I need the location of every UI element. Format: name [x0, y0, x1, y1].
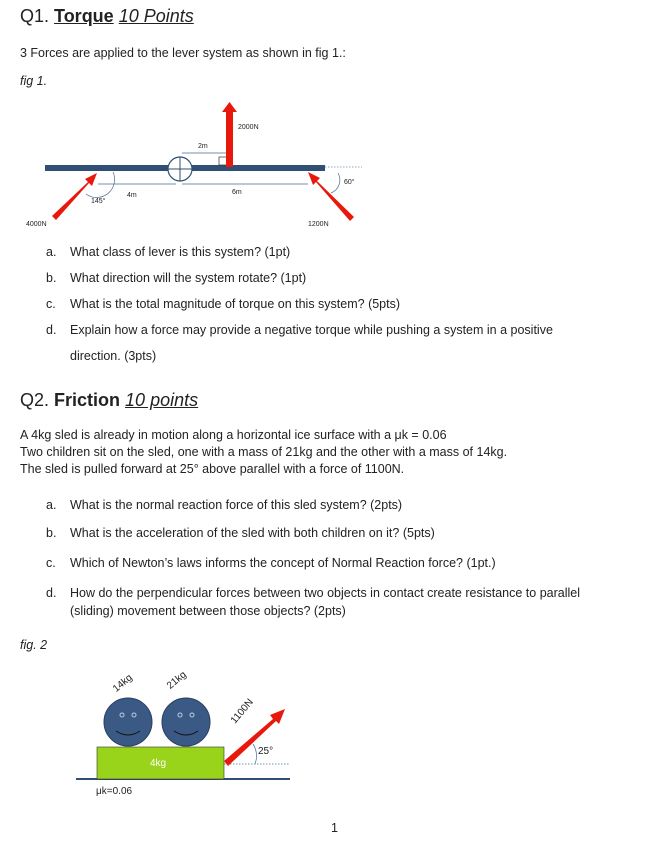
q2-number: Q2. — [20, 390, 50, 410]
q1b-text: What direction will the system rotate? (1pt) — [70, 271, 307, 285]
label-2m: 2m — [198, 143, 208, 150]
fig2-diagram — [76, 698, 290, 779]
q1c-letter: c. — [46, 297, 56, 311]
q2d-text-cont: (sliding) movement between those objects? (2pts) — [70, 604, 346, 618]
fig1-label: fig 1. — [20, 74, 48, 88]
label-mu: μk=0.06 — [96, 786, 133, 797]
label-60deg: 60° — [344, 179, 355, 186]
label-25deg: 25° — [258, 746, 274, 757]
q2-intro-line: Two children sit on the sled, one with a mass of 21kg and the other with a mass of 14kg. — [20, 445, 508, 459]
q2d-letter: d. — [46, 586, 57, 600]
q1d-letter: d. — [46, 323, 57, 337]
q2c-text: Which of Newton’s laws informs the concept of Normal Reaction force? (1pt.) — [70, 556, 496, 570]
label-4kg: 4kg — [150, 758, 167, 769]
child-face-icon — [104, 698, 152, 746]
angle-arc-25 — [253, 744, 257, 764]
label-4000n: 4000N — [26, 221, 47, 228]
q2-title: Friction — [54, 390, 121, 410]
fig2-label: fig. 2 — [20, 638, 48, 652]
q1-title: Torque — [54, 6, 114, 26]
angle-arc-60 — [331, 173, 340, 193]
q2a-text: What is the normal reaction force of this sled system? (2pts) — [70, 498, 403, 512]
q2b-letter: b. — [46, 526, 57, 540]
label-4m: 4m — [127, 192, 137, 199]
q2c-letter: c. — [46, 556, 56, 570]
angle-arc-145 — [86, 172, 115, 197]
q1-number: Q1. — [20, 6, 50, 26]
child-face-icon — [162, 698, 210, 746]
page-number: 1 — [331, 821, 338, 835]
q2a-letter: a. — [46, 498, 57, 512]
q2d-text: How do the perpendicular forces between two objects in contact create resistance to parallel — [70, 586, 581, 600]
label-1200n: 1200N — [308, 221, 329, 228]
q1d-text: Explain how a force may provide a negative torque while pushing a system in a positive — [70, 323, 553, 337]
q2-intro-line: A 4kg sled is already in motion along a horizontal ice surface with a μk = 0.06 — [20, 428, 447, 442]
q1-intro: 3 Forces are applied to the lever system as shown in fig 1.: — [20, 46, 346, 60]
q2b-text: What is the acceleration of the sled with both children on it? (5pts) — [70, 526, 435, 540]
label-21kg: 21kg — [165, 669, 189, 692]
label-145deg: 145° — [91, 198, 106, 205]
q2-points: 10 points — [125, 390, 199, 410]
label-14kg: 14kg — [111, 672, 135, 695]
q1d-text-cont: direction. (3pts) — [70, 349, 157, 363]
q1a-text: What class of lever is this system? (1pt) — [70, 245, 291, 259]
q1c-text: What is the total magnitude of torque on this system? (5pts) — [70, 297, 401, 311]
q1b-letter: b. — [46, 271, 57, 285]
q2-heading — [20, 390, 198, 411]
q1a-letter: a. — [46, 245, 57, 259]
label-6m: 6m — [232, 189, 242, 196]
q2-intro-line: The sled is pulled forward at 25° above parallel with a force of 1100N. — [20, 462, 405, 476]
q1-points: 10 Points — [118, 6, 194, 26]
label-1100n: 1100N — [228, 696, 256, 727]
label-2000n: 2000N — [238, 124, 259, 131]
